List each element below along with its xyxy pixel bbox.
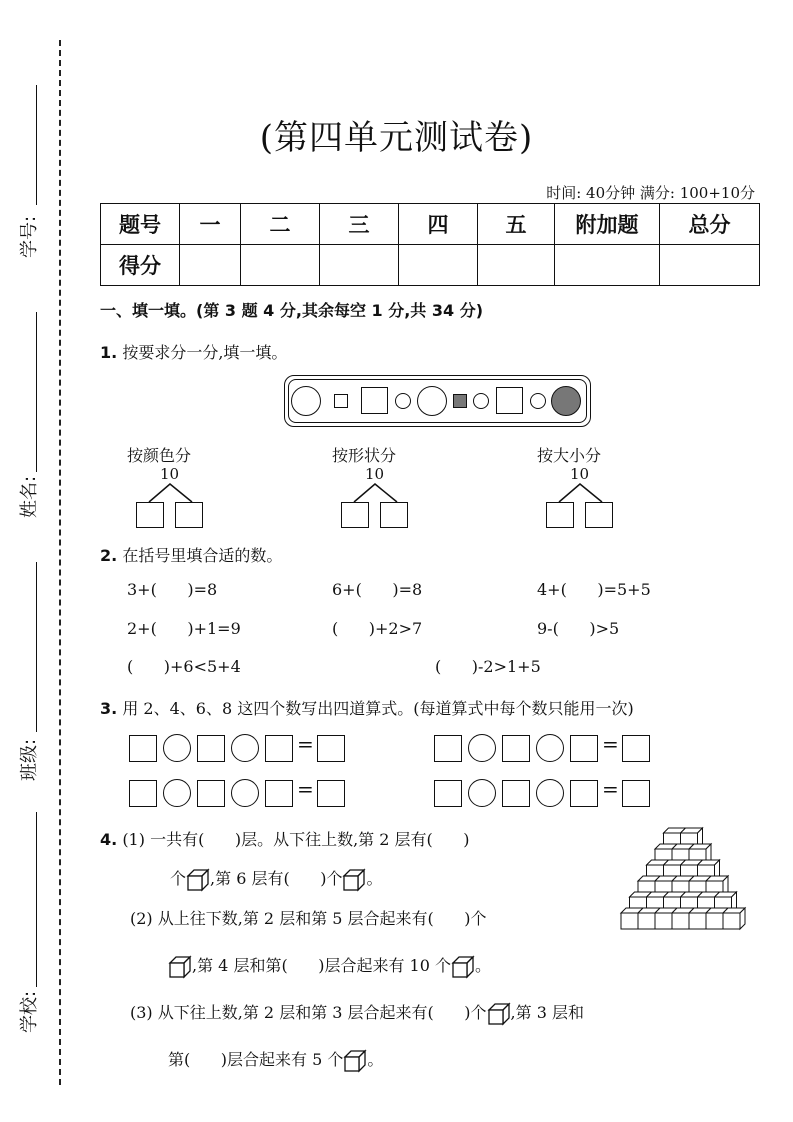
large-white-square <box>496 387 523 414</box>
large-white-circle <box>291 386 321 416</box>
branch-lines <box>130 480 210 504</box>
text-fragment: 。 <box>366 869 383 888</box>
cube-pyramid-figure <box>618 822 753 947</box>
name-line[interactable] <box>36 312 38 472</box>
question-4-part-1-line-1 <box>100 827 470 850</box>
equation[interactable]: 2+( )+1=9 <box>127 619 241 638</box>
school-label: 学校: <box>19 990 40 1033</box>
score-cell[interactable] <box>241 245 320 286</box>
operator-circle[interactable] <box>163 734 191 762</box>
question-3-number: 3. <box>100 699 118 718</box>
score-table-score-row <box>101 245 760 286</box>
cube-icon <box>168 955 192 979</box>
text-fragment: 。 <box>367 1050 384 1069</box>
question-1-text: 按要求分一分,填一填。 <box>122 343 288 362</box>
small-white-circle <box>395 393 411 409</box>
answer-box[interactable] <box>341 502 369 528</box>
header-cell-4: 四 <box>399 204 478 245</box>
question-4-part-3-line-2 <box>168 1047 383 1073</box>
sort-label-color: 按颜色分 <box>127 446 192 465</box>
sort-total-size: 10 <box>570 465 590 483</box>
operator-circle[interactable] <box>468 734 496 762</box>
answer-box[interactable] <box>175 502 203 528</box>
equals-sign: = <box>297 777 314 801</box>
answer-box[interactable] <box>197 780 225 807</box>
score-cell[interactable] <box>399 245 478 286</box>
answer-box[interactable] <box>502 780 530 807</box>
answer-box[interactable] <box>546 502 574 528</box>
sort-label-size: 按大小分 <box>537 446 602 465</box>
operator-circle[interactable] <box>536 779 564 807</box>
header-cell-extra: 附加题 <box>555 204 660 245</box>
score-cell[interactable] <box>320 245 399 286</box>
sort-label-shape: 按形状分 <box>332 446 397 465</box>
small-white-circle <box>473 393 489 409</box>
answer-box[interactable] <box>317 780 345 807</box>
answer-box[interactable] <box>622 735 650 762</box>
operator-circle[interactable] <box>536 734 564 762</box>
cube-front-face <box>706 913 723 929</box>
header-cell-2: 二 <box>241 204 320 245</box>
text-fragment: ,第 4 层和第( )层合起来有 10 个 <box>192 956 451 975</box>
answer-box[interactable] <box>380 502 408 528</box>
equals-sign: = <box>602 777 619 801</box>
text-fragment: 。 <box>474 956 491 975</box>
equation[interactable]: ( )+6<5+4 <box>127 657 241 676</box>
cube-front-face <box>672 913 689 929</box>
question-1-number: 1. <box>100 343 118 362</box>
cube-front-face <box>638 913 655 929</box>
header-cell-1: 一 <box>180 204 241 245</box>
equals-sign: = <box>602 732 619 756</box>
branch-lines <box>540 480 620 504</box>
text-fragment: 个 <box>170 869 187 888</box>
question-4-number: 4. <box>100 830 118 849</box>
score-cell[interactable] <box>660 245 760 286</box>
answer-box[interactable] <box>265 780 293 807</box>
answer-box[interactable] <box>317 735 345 762</box>
small-white-circle <box>530 393 546 409</box>
cube-front-face <box>723 913 740 929</box>
operator-circle[interactable] <box>231 734 259 762</box>
cube-front-face <box>621 913 638 929</box>
equation[interactable]: 3+( )=8 <box>127 580 218 599</box>
score-cell[interactable] <box>180 245 241 286</box>
small-white-square <box>334 394 348 408</box>
class-label: 班级: <box>19 738 40 781</box>
question-4-part-1-line-2 <box>170 866 382 892</box>
score-table <box>100 203 760 286</box>
score-cell[interactable] <box>555 245 660 286</box>
large-white-square <box>361 387 388 414</box>
header-cell-3: 三 <box>320 204 399 245</box>
cube-icon <box>451 955 475 979</box>
equation[interactable]: 4+( )=5+5 <box>537 580 651 599</box>
cube-front-face <box>655 913 672 929</box>
equation[interactable]: ( )-2>1+5 <box>435 657 541 676</box>
text-fragment: (3) 从下往上数,第 2 层和第 3 层合起来有( )个 <box>130 1003 487 1022</box>
question-4-part-2-line-2 <box>168 953 491 979</box>
score-table-header-row <box>101 204 760 245</box>
large-gray-circle <box>551 386 581 416</box>
equation[interactable]: ( )+2>7 <box>332 619 423 638</box>
answer-box[interactable] <box>570 780 598 807</box>
branch-lines <box>335 480 415 504</box>
question-3 <box>100 696 634 719</box>
question-1 <box>100 340 287 363</box>
score-cell[interactable] <box>478 245 555 286</box>
question-3-text: 用 2、4、6、8 这四个数写出四道算式。(每道算式中每个数只能用一次) <box>122 699 634 718</box>
operator-circle[interactable] <box>468 779 496 807</box>
cube-icon <box>343 1049 367 1073</box>
question-2 <box>100 543 282 566</box>
name-label: 姓名: <box>19 475 40 518</box>
answer-box[interactable] <box>585 502 613 528</box>
answer-box[interactable] <box>136 502 164 528</box>
answer-box[interactable] <box>434 735 462 762</box>
equation[interactable]: 9-( )>5 <box>537 619 620 638</box>
sort-total-color: 10 <box>160 465 180 483</box>
cube-icon <box>487 1002 511 1026</box>
large-white-circle <box>417 386 447 416</box>
question-4-part-1-text: (1) 一共有( )层。从下往上数,第 2 层有( ) <box>122 830 470 849</box>
header-cell-number: 题号 <box>101 204 180 245</box>
question-4-part-3-line-1 <box>130 1000 584 1026</box>
cube-icon <box>342 868 366 892</box>
answer-box[interactable] <box>622 780 650 807</box>
cube-front-face <box>689 913 706 929</box>
text-fragment: 第( )层合起来有 5 个 <box>168 1050 344 1069</box>
answer-box[interactable] <box>502 735 530 762</box>
equation[interactable]: 6+( )=8 <box>332 580 423 599</box>
operator-circle[interactable] <box>231 779 259 807</box>
operator-circle[interactable] <box>163 779 191 807</box>
school-line[interactable] <box>36 812 38 987</box>
cube-icon <box>186 868 210 892</box>
page-title: (第四单元测试卷) <box>259 118 534 158</box>
question-2-number: 2. <box>100 546 118 565</box>
text-fragment: ,第 6 层有( )个 <box>210 869 343 888</box>
time-and-score-info: 时间: 40分钟 满分: 100+10分 <box>546 184 755 202</box>
score-row-label: 得分 <box>101 245 180 286</box>
question-2-text: 在括号里填合适的数。 <box>122 546 283 565</box>
answer-box[interactable] <box>265 735 293 762</box>
class-line[interactable] <box>36 562 38 732</box>
section-1-heading: 一、填一填。(第 3 题 4 分,其余每空 1 分,共 34 分) <box>100 301 484 320</box>
answer-box[interactable] <box>570 735 598 762</box>
binding-dashed-line <box>59 40 61 1085</box>
answer-box[interactable] <box>434 780 462 807</box>
sort-total-shape: 10 <box>365 465 385 483</box>
question-4-part-2-line-1: (2) 从上往下数,第 2 层和第 5 层合起来有( )个 <box>130 909 487 928</box>
answer-box[interactable] <box>129 780 157 807</box>
text-fragment: ,第 3 层和 <box>510 1003 584 1022</box>
header-cell-total: 总分 <box>660 204 760 245</box>
header-cell-5: 五 <box>478 204 555 245</box>
equals-sign: = <box>297 732 314 756</box>
answer-box[interactable] <box>197 735 225 762</box>
answer-box[interactable] <box>129 735 157 762</box>
student-id-label: 学号: <box>19 215 40 258</box>
small-gray-square <box>453 394 467 408</box>
